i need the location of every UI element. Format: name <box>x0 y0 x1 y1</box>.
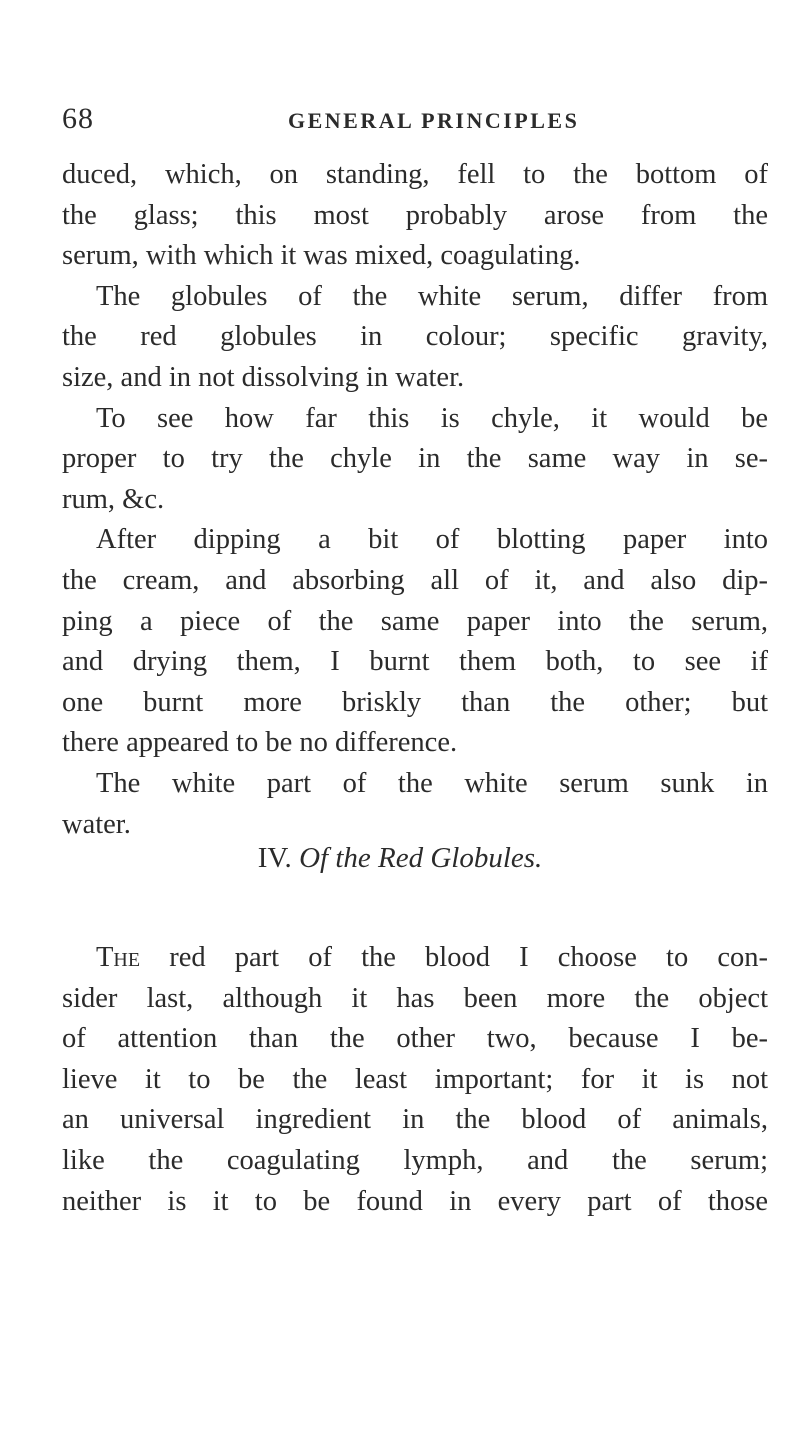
text-line: serum, with which it was mixed, coagulating. <box>62 240 581 272</box>
text-line: an universal ingredient in the blood of animals, <box>62 1104 768 1136</box>
text-line: of attention than the other two, because I be- <box>62 1023 768 1055</box>
text-line: To see how far this is chyle, it would be <box>96 402 768 434</box>
text-line: the glass; this most probably arose from the <box>62 199 768 231</box>
text-line: duced, which, on standing, fell to the bottom of <box>62 159 768 190</box>
text-line <box>62 938 768 979</box>
text-line: one burnt more briskly than the other; but <box>62 686 768 718</box>
first-line-rest: red part of the blood I choose to con- <box>140 942 768 973</box>
section-number: IV. <box>257 842 292 874</box>
text-line: neither is it to be found in every part of those <box>62 1185 768 1217</box>
text-line: water. <box>62 808 131 840</box>
page-number: 68 <box>62 102 94 135</box>
section-heading <box>0 842 800 875</box>
text-line: ping a piece of the same paper into the serum, <box>62 605 768 637</box>
text-line: there appeared to be no difference. <box>62 727 458 759</box>
text-line: the cream, and absorbing all of it, and also dip- <box>62 564 768 596</box>
running-head-title: GENERAL PRINCIPLES <box>288 108 580 133</box>
text-line: rum, &c. <box>62 483 165 515</box>
first-word: The <box>96 942 141 973</box>
body-text-bottom <box>62 938 768 1222</box>
section-title: Of the Red Globules. <box>299 842 543 874</box>
text-line: lieve it to be the least important; for it is not <box>62 1063 768 1095</box>
text-line: and drying them, I burnt them both, to see if <box>62 646 768 678</box>
body-text-top <box>62 155 768 845</box>
text-line: size, and in not dissolving in water. <box>62 361 465 393</box>
running-head <box>62 102 762 142</box>
text-line: proper to try the chyle in the same way in se- <box>62 443 768 475</box>
text-line: the red globules in colour; specific gravity, <box>62 321 768 353</box>
text-line: After dipping a bit of blotting paper into <box>96 524 768 556</box>
text-line: like the coagulating lymph, and the serum; <box>62 1144 768 1176</box>
text-line: The globules of the white serum, differ from <box>96 280 768 312</box>
text-line: sider last, although it has been more the object <box>62 982 768 1014</box>
text-line: The white part of the white serum sunk in <box>96 767 768 799</box>
